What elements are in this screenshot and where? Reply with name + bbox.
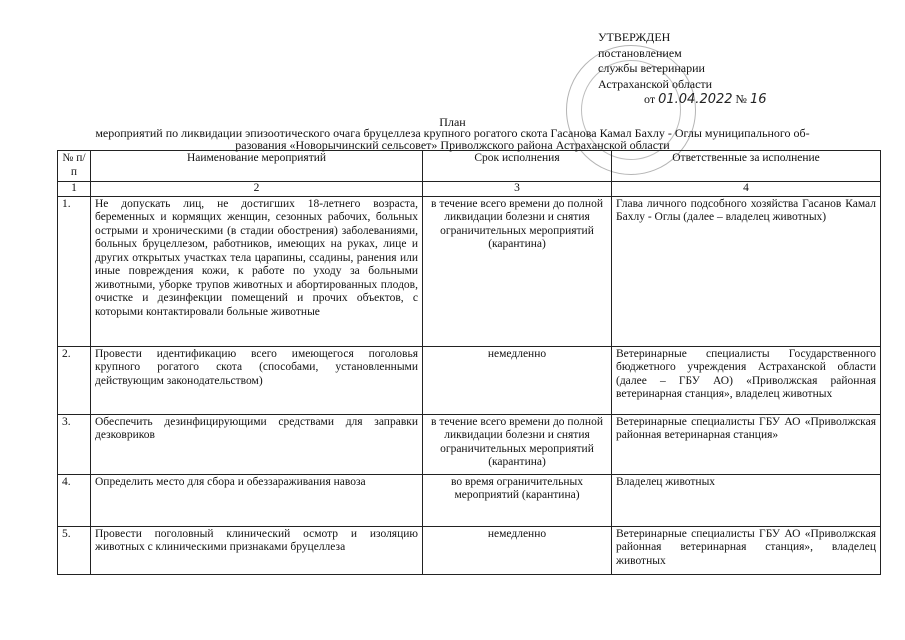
- table-header-row: [58, 151, 881, 182]
- row-term: в течение всего времени до полной ликвидации болезни и снятия ограничительных мероприятий (карантина): [423, 414, 612, 474]
- table-row: [58, 346, 881, 414]
- header-term: Срок исполнения: [423, 151, 612, 182]
- row-action: Определить место для сбора и обеззараживания навоза: [91, 474, 423, 526]
- row-action: Обеспечить дезинфицирующими средствами для заправки дезковриков: [91, 414, 423, 474]
- approval-line-3: Астраханской области: [598, 76, 713, 91]
- table-index-row: [58, 182, 881, 197]
- document-title: План: [439, 115, 466, 129]
- row-term: в течение всего времени до полной ликвидации болезни и снятия ограничительных мероприятий (карантина): [423, 196, 612, 346]
- row-term: во время ограничительных мероприятий (карантина): [423, 474, 612, 526]
- index-cell: 3: [423, 182, 612, 197]
- measures-table: [57, 150, 881, 575]
- index-cell: 1: [58, 182, 91, 197]
- row-term: немедленно: [423, 346, 612, 414]
- table-row: [58, 526, 881, 574]
- row-number: 2.: [58, 346, 91, 414]
- row-action: Не допускать лиц, не достигших 18-летнего возраста, беременных и кормящих женщин, сезонных рабочих, больных острыми и хроническими (в стадии обострения) заболеваниями, больных бруцеллезом, работников, имеющих на руках, лице и других открытых участках тела царапины, ссадины, ранения или иные повреждения кожи, к работе по уходу за больными животными, уборке трупов животных и абортированных плодов, очистке и дезинфекции помещений и прочих объектов, с которыми контактировали больные животные: [91, 196, 423, 346]
- table-row: [58, 196, 881, 346]
- row-responsible: Ветеринарные специалисты ГБУ АО «Приволжская районная ветеринарная станция», владелец животных: [612, 526, 881, 574]
- table-row: [58, 474, 881, 526]
- row-number: 1.: [58, 196, 91, 346]
- row-responsible: Ветеринарные специалисты ГБУ АО «Приволжская районная ветеринарная станция»: [612, 414, 881, 474]
- document-subtitle-line-1: мероприятий по ликвидации эпизоотического очага бруцеллеза крупного рогатого скота Гасанова Камал Бахлу - Оглы муниципального об-: [95, 126, 810, 140]
- header-num: № п/п: [58, 151, 91, 182]
- approval-line-2: службы ветеринарии: [598, 61, 705, 75]
- index-cell: 4: [612, 182, 881, 197]
- document-subtitle-line-2: разования «Новорычинский сельсовет» Приволжского района Астраханской области: [235, 138, 670, 152]
- approval-block: [598, 30, 767, 108]
- header-action: Наименование мероприятий: [91, 151, 423, 182]
- approval-date: 01.04.2022: [658, 92, 733, 107]
- row-number: 4.: [58, 474, 91, 526]
- approval-date-number: [644, 92, 767, 108]
- row-responsible: Ветеринарные специалисты Государственного бюджетного учреждения Астраханской области (далее – ГБУ АО) «Приволжская районная ветеринарная станция», владелец животных: [612, 346, 881, 414]
- approval-number: 16: [749, 92, 767, 107]
- row-number: 3.: [58, 414, 91, 474]
- row-term: немедленно: [423, 526, 612, 574]
- row-action: Провести идентификацию всего имеющегося поголовья крупного рогатого скота (способами, установленными действующим законодательством): [91, 346, 423, 414]
- table-row: [58, 414, 881, 474]
- header-responsible: Ответственные за исполнение: [612, 151, 881, 182]
- row-action: Провести поголовный клинический осмотр и изоляцию животных с клиническими признаками бруцеллеза: [91, 526, 423, 574]
- row-responsible: Владелец животных: [612, 474, 881, 526]
- row-number: 5.: [58, 526, 91, 574]
- approval-line-1: постановлением: [598, 45, 682, 60]
- row-responsible: Глава личного подсобного хозяйства Гасанов Камал Бахлу - Оглы (далее – владелец животных): [612, 196, 881, 346]
- approval-from-label: от: [644, 92, 656, 106]
- approved-heading: УТВЕРЖДЕН: [598, 30, 671, 44]
- approval-number-label: №: [735, 92, 747, 106]
- index-cell: 2: [91, 182, 423, 197]
